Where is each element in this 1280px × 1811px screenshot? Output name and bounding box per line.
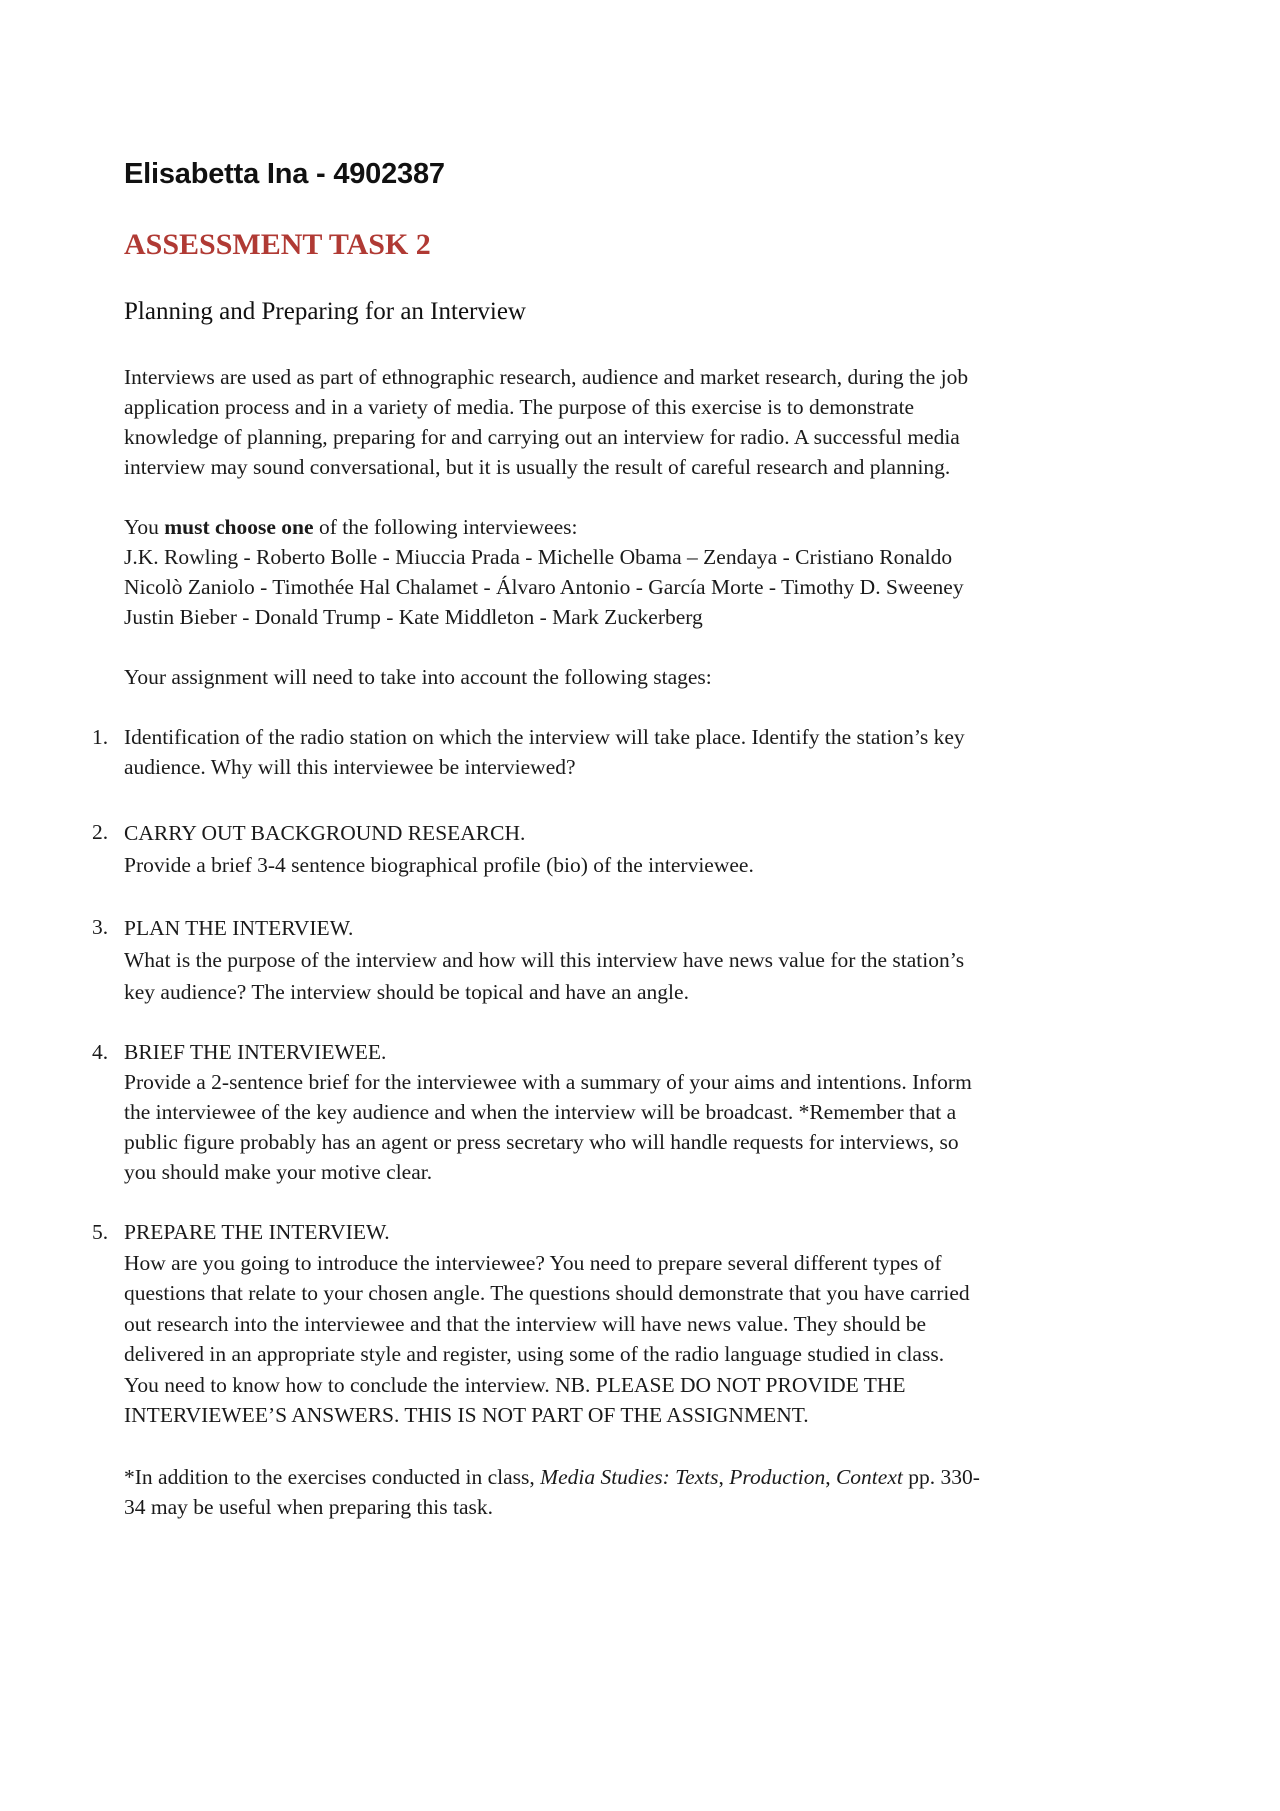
item-number: 3. [92, 915, 109, 939]
item-line: BRIEF THE INTERVIEWEE. [124, 1040, 387, 1064]
footnote [124, 1462, 1174, 1522]
footnote-sep: , [825, 1465, 836, 1489]
item-line: How are you going to introduce the interviewee? You need to prepare several different types of [124, 1250, 942, 1275]
list-item [124, 1037, 1174, 1187]
item-line: questions that relate to your chosen angle. The questions should demonstrate that you have carried [124, 1281, 970, 1305]
intro-paragraph [124, 362, 1174, 482]
item-line: Identification of the radio station on which the interview will take place. Identify the station’s key [124, 725, 965, 749]
interviewees-paragraph [124, 512, 1174, 632]
author-heading: Elisabetta Ina - 4902387 [124, 158, 445, 190]
choose-suffix: of the following interviewees: [313, 515, 578, 539]
choose-prefix: You [124, 515, 165, 539]
footnote-line-1 [124, 1462, 1174, 1492]
list-item [124, 722, 1174, 782]
item-line: you should make your motive clear. [124, 1160, 433, 1184]
intro-line: application process and in a variety of media. The purpose of this exercise is to demonstrate [124, 395, 915, 419]
list-item [124, 1217, 1174, 1431]
stages-intro-text: Your assignment will need to take into account the following stages: [124, 665, 712, 689]
assessment-title: ASSESSMENT TASK 2 [124, 228, 431, 261]
item-line: Provide a brief 3-4 sentence biographical profile (bio) of the interviewee. [124, 853, 754, 877]
item-line: key audience? The interview should be topical and have an angle. [124, 980, 689, 1004]
item-line: public figure probably has an agent or press secretary who will handle requests for interviews, so [124, 1130, 959, 1154]
intro-line: interview may sound conversational, but it is usually the result of careful research and planning. [124, 455, 951, 479]
item-line: the interviewee of the key audience and when the interview will be broadcast. *Remember that a [124, 1100, 957, 1124]
item-line: audience. Why will this interviewee be interviewed? [124, 755, 576, 779]
assessment-subtitle: Planning and Preparing for an Interview [124, 298, 526, 325]
book-title-part: Context [835, 1465, 903, 1489]
item-number: 5. [92, 1220, 109, 1244]
interviewee-line: Nicolò Zaniolo - Timothée Hal Chalamet - Álvaro Antonio - García Morte - Timothy D. Sweeney [124, 575, 964, 599]
choose-instruction [124, 512, 1174, 542]
item-line: PREPARE THE INTERVIEW. [124, 1220, 390, 1244]
book-title: Media Studies: Texts [540, 1465, 719, 1489]
item-line: delivered in an appropriate style and register, using some of the radio language studied in class. [124, 1342, 945, 1366]
item-line: CARRY OUT BACKGROUND RESEARCH. [124, 821, 526, 845]
item-number: 4. [92, 1040, 109, 1064]
interviewee-line: Justin Bieber - Donald Trump - Kate Middleton - Mark Zuckerberg [124, 605, 703, 629]
footnote-prefix: *In addition to the exercises conducted in class, [124, 1465, 541, 1489]
footnote-sep: , [718, 1465, 730, 1489]
choose-emphasis: must choose one [164, 515, 314, 539]
book-title-part: Production [729, 1465, 826, 1489]
item-number: 2. [92, 820, 109, 844]
stages-intro [124, 662, 1174, 692]
item-line: You need to know how to conclude the interview. NB. PLEASE DO NOT PROVIDE THE [124, 1372, 906, 1397]
list-item [124, 912, 1174, 1008]
item-line: out research into the interviewee and that the interview will have news value. They should be [124, 1311, 927, 1336]
interviewee-line: J.K. Rowling - Roberto Bolle - Miuccia Prada - Michelle Obama – Zendaya - Cristiano Ronaldo [124, 545, 953, 569]
item-number: 1. [92, 725, 109, 749]
item-line: INTERVIEWEE’S ANSWERS. THIS IS NOT PART OF THE ASSIGNMENT. [124, 1403, 809, 1427]
item-line: What is the purpose of the interview and how will this interview have news value for the station’s [124, 948, 965, 972]
item-line: PLAN THE INTERVIEW. [124, 916, 354, 940]
intro-line: knowledge of planning, preparing for and carrying out an interview for radio. A successful media [124, 425, 960, 449]
footnote-pages: pp. 330- [902, 1465, 980, 1489]
list-item [124, 817, 1174, 881]
item-line: Provide a 2-sentence brief for the interviewee with a summary of your aims and intentions. Inform [124, 1070, 972, 1094]
footnote-line-2: 34 may be useful when preparing this task. [124, 1495, 493, 1519]
intro-line: Interviews are used as part of ethnographic research, audience and market research, during the job [124, 365, 969, 389]
